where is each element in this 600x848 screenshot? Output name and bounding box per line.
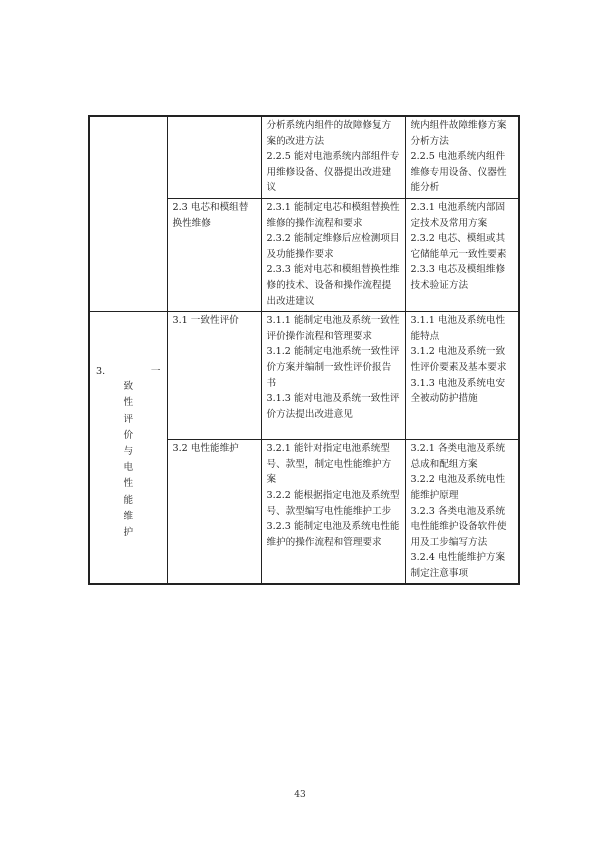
skill-item: 2.3.1 能制定电芯和模组替换性维修的操作流程和要求 <box>266 201 400 229</box>
knowledge-item: 2.3.2 电芯、模组或其它储能单元一致性要素 <box>410 233 507 260</box>
section-title-char: 价 <box>123 429 134 441</box>
section-title-char: 致 <box>123 381 134 393</box>
section-title-char: 维 <box>123 510 134 522</box>
section-cell-empty <box>89 116 167 312</box>
section-title-char: 与 <box>123 445 134 457</box>
skill-item: 3.2.1 能针对指定电池系统型号、款型，制定电性能维护方案 <box>266 443 392 486</box>
knowledge-item: 3.2.1 各类电池及系统总成和配组方案 <box>410 443 506 470</box>
section-title <box>121 312 135 541</box>
unit-title: 3.1 一致性评价 <box>172 315 239 327</box>
skill-item: 2.2.5 能对电池系统内部组件专用维修设备、仪器提出改进建议 <box>266 151 400 194</box>
knowledge-cell <box>405 116 519 198</box>
knowledge-item: 3.1.2 电池及系统一致性评价要素及基本要求 <box>410 346 507 373</box>
knowledge-item: 统内组件故障维修方案分析方法 <box>410 120 507 147</box>
section-title-char: 评 <box>123 413 134 425</box>
table-row <box>89 116 519 198</box>
knowledge-item: 3.1.3 电池及系统电安全被动防护措施 <box>410 377 506 405</box>
section-title-char: 电 <box>123 462 134 474</box>
knowledge-item: 2.3.1 电池系统内部固定技术及常用方案 <box>410 201 506 229</box>
knowledge-item: 2.2.5 电池系统内组件维修专用设备、仪器性能分析 <box>410 151 507 194</box>
knowledge-cell <box>405 198 519 311</box>
skill-requirements-table <box>88 115 520 585</box>
skill-requirements-cell <box>261 198 405 311</box>
knowledge-cell <box>405 312 519 440</box>
skill-item: 3.2.3 能制定电池及系统电性能维护的操作流程和管理要求 <box>266 521 400 548</box>
section-cell <box>89 312 167 585</box>
knowledge-item: 3.2.2 电池及系统电性能维护原理 <box>410 474 506 501</box>
knowledge-item: 3.2.3 各类电池及系统电性能维护设备软件使用及工步编写方法 <box>410 505 507 548</box>
section-title-char: 能 <box>123 494 134 506</box>
unit-cell <box>167 440 261 585</box>
knowledge-cell <box>405 440 519 585</box>
skill-item: 3.1.2 能制定电池系统一致性评价方案并编制一致性评价报告书 <box>266 346 400 389</box>
knowledge-item: 3.1.1 电池及系统电性能特点 <box>410 315 506 342</box>
knowledge-item: 2.3.3 电芯及模组维修技术验证方法 <box>410 264 506 291</box>
section-title-dash: 一 <box>150 366 161 378</box>
skill-requirements-cell <box>261 116 405 198</box>
table-row <box>89 312 519 440</box>
unit-title: 3.2 电性能维护 <box>172 443 239 455</box>
page-number: 43 <box>294 790 306 800</box>
unit-title: 2.3 电芯和模组替换性维修 <box>172 201 249 229</box>
section-number: 3. <box>96 366 106 378</box>
skill-item: 3.2.2 能根据指定电池及系统型号、款型编写电性能维护工步 <box>266 489 400 517</box>
skill-item: 3.1.3 能对电池及系统一致性评价方法提出改进意见 <box>266 393 400 420</box>
section-title-char: 护 <box>123 526 134 538</box>
skill-item: 2.3.3 能对电芯和模组替换性维修的技术、设备和操作流程提出改进建议 <box>266 264 400 307</box>
skill-item: 分析系统内组件的故障修复方案的改进方法 <box>266 120 392 147</box>
knowledge-item: 3.2.4 电性能维护方案制定注意事项 <box>410 552 506 579</box>
section-title-char: 性 <box>123 397 134 409</box>
unit-cell <box>167 312 261 440</box>
unit-cell-empty <box>167 116 261 198</box>
skill-item: 2.3.2 能制定维修后应检测项目及功能操作要求 <box>266 233 400 260</box>
skill-item: 3.1.1 能制定电池及系统一致性评价操作流程和管理要求 <box>266 315 400 342</box>
skill-requirements-cell <box>261 440 405 585</box>
section-title-char: 性 <box>123 478 134 490</box>
skill-requirements-cell <box>261 312 405 440</box>
unit-cell <box>167 198 261 311</box>
